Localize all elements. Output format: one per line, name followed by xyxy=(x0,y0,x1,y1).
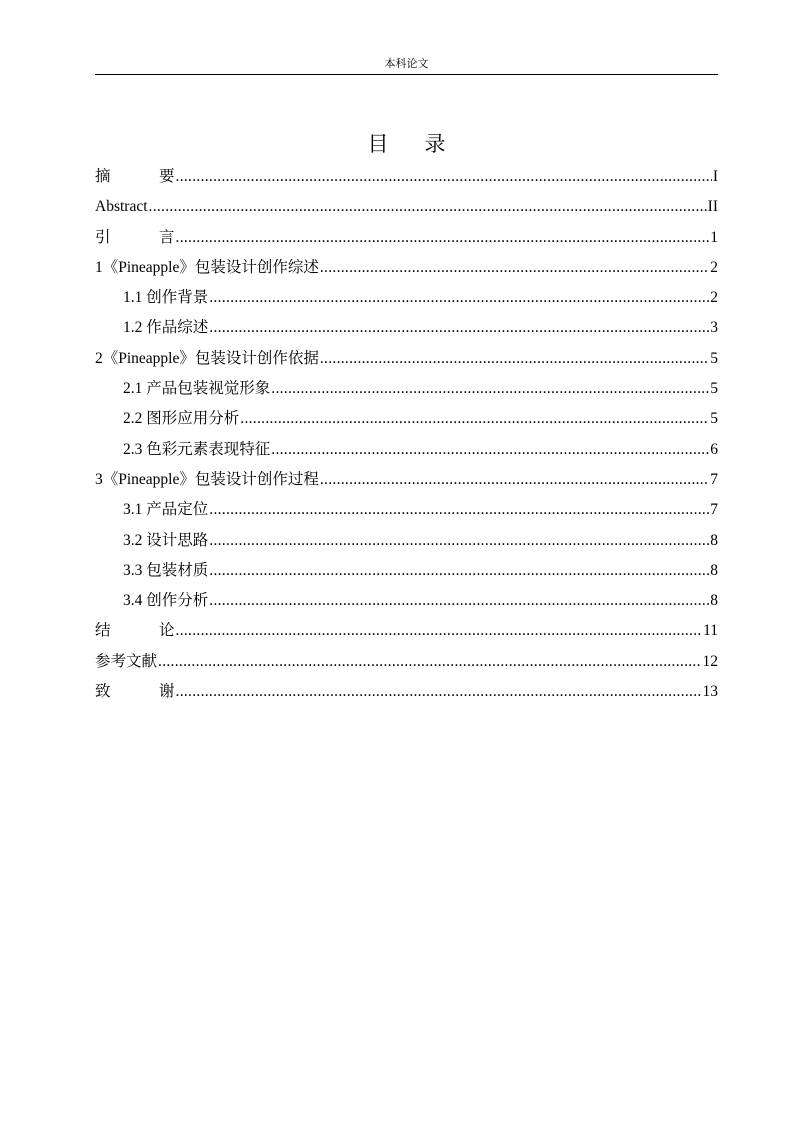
toc-leader-dots xyxy=(209,526,709,556)
toc-leader-dots xyxy=(149,192,707,222)
toc-entry-page: 5 xyxy=(710,410,718,428)
toc-entry-label xyxy=(95,223,175,253)
toc-title-part1: 目 xyxy=(367,132,389,156)
toc-entry-label xyxy=(95,677,175,707)
toc-entry-label: 3.3 包装材质 xyxy=(123,561,209,579)
toc-entry-page: 8 xyxy=(710,531,718,549)
toc-label-char-1: 引 xyxy=(95,228,111,246)
toc-leader-dots xyxy=(176,162,712,192)
toc-entry-section-3-3[interactable] xyxy=(95,556,718,586)
toc-leader-dots xyxy=(271,374,709,404)
page-header: 本科论文 xyxy=(384,58,429,70)
toc-entry-page: 7 xyxy=(710,470,718,488)
toc-entry-label: 1.1 创作背景 xyxy=(123,289,209,307)
toc-leader-dots xyxy=(158,647,701,677)
toc-title xyxy=(95,130,718,158)
toc-leader-dots xyxy=(209,283,709,313)
toc-entry-page: 1 xyxy=(710,228,718,246)
toc-leader-dots xyxy=(209,495,709,525)
toc-entry-section-3-2[interactable] xyxy=(95,526,718,556)
toc-leader-dots xyxy=(176,616,703,646)
toc-entry-abstract-cn[interactable] xyxy=(95,162,718,192)
toc-entry-page: 8 xyxy=(710,592,718,610)
toc-entry-page: I xyxy=(712,168,718,185)
toc-entry-page: 8 xyxy=(710,561,718,579)
toc-entry-references[interactable] xyxy=(95,647,718,677)
toc-entry-page: 2 xyxy=(710,258,718,276)
toc-leader-dots xyxy=(209,586,709,616)
toc-entry-page: 3 xyxy=(710,319,718,337)
toc-entry-label: 2.3 色彩元素表现特征 xyxy=(123,440,271,458)
toc-entry-label: 3.1 产品定位 xyxy=(123,501,209,519)
toc-entry-label: 2《Pineapple》包装设计创作依据 xyxy=(95,349,319,367)
toc-entry-label: 3.4 创作分析 xyxy=(123,592,209,610)
toc-label-char-2: 谢 xyxy=(159,683,175,701)
toc-label-char-1: 摘 xyxy=(95,168,111,185)
toc-entry-label xyxy=(95,162,175,192)
toc-label-char-2: 论 xyxy=(159,622,175,640)
header-rule xyxy=(95,74,718,75)
table-of-contents xyxy=(95,162,718,707)
toc-entry-abstract-en[interactable] xyxy=(95,192,718,222)
toc-leader-dots xyxy=(209,556,709,586)
toc-entry-chapter-2[interactable] xyxy=(95,344,718,374)
toc-entry-page: 11 xyxy=(703,622,718,640)
toc-leader-dots xyxy=(240,404,709,434)
toc-entry-chapter-3[interactable] xyxy=(95,465,718,495)
toc-label-char-1: 致 xyxy=(95,683,111,701)
toc-leader-dots xyxy=(320,465,709,495)
toc-entry-page: 6 xyxy=(710,440,718,458)
toc-entry-chapter-1[interactable] xyxy=(95,253,718,283)
toc-label-char-1: 结 xyxy=(95,622,111,640)
toc-title-part2: 录 xyxy=(424,132,446,156)
toc-entry-section-2-1[interactable] xyxy=(95,374,718,404)
toc-entry-label: 2.1 产品包装视觉形象 xyxy=(123,380,271,398)
toc-entry-page: 2 xyxy=(710,289,718,307)
toc-entry-label: 参考文献 xyxy=(95,652,158,670)
toc-entry-page: 7 xyxy=(710,501,718,519)
toc-entry-page: 5 xyxy=(710,380,718,398)
toc-entry-section-2-2[interactable] xyxy=(95,404,718,434)
toc-entry-label: 2.2 图形应用分析 xyxy=(123,410,240,428)
toc-entry-label: Abstract xyxy=(95,198,148,216)
toc-entry-section-3-1[interactable] xyxy=(95,495,718,525)
toc-entry-label xyxy=(95,616,175,646)
toc-leader-dots xyxy=(320,344,709,374)
toc-leader-dots xyxy=(271,435,709,465)
toc-entry-conclusion[interactable] xyxy=(95,616,718,646)
toc-entry-section-1-1[interactable] xyxy=(95,283,718,313)
toc-entry-page: II xyxy=(707,198,718,216)
toc-label-char-2: 要 xyxy=(159,168,175,185)
toc-entry-section-2-3[interactable] xyxy=(95,435,718,465)
toc-leader-dots xyxy=(320,253,709,283)
toc-entry-label: 1《Pineapple》包装设计创作综述 xyxy=(95,258,319,276)
toc-label-char-2: 言 xyxy=(159,228,175,246)
toc-entry-label: 1.2 作品综述 xyxy=(123,319,209,337)
toc-leader-dots xyxy=(209,313,709,343)
toc-entry-label: 3.2 设计思路 xyxy=(123,531,209,549)
toc-entry-page: 13 xyxy=(702,683,718,701)
toc-entry-section-3-4[interactable] xyxy=(95,586,718,616)
toc-entry-section-1-2[interactable] xyxy=(95,313,718,343)
toc-entry-page: 5 xyxy=(710,349,718,367)
toc-entry-introduction[interactable] xyxy=(95,223,718,253)
toc-entry-label: 3《Pineapple》包装设计创作过程 xyxy=(95,470,319,488)
toc-leader-dots xyxy=(176,223,710,253)
toc-entry-page: 12 xyxy=(702,652,718,670)
toc-entry-acknowledgements[interactable] xyxy=(95,677,718,707)
toc-leader-dots xyxy=(176,677,702,707)
